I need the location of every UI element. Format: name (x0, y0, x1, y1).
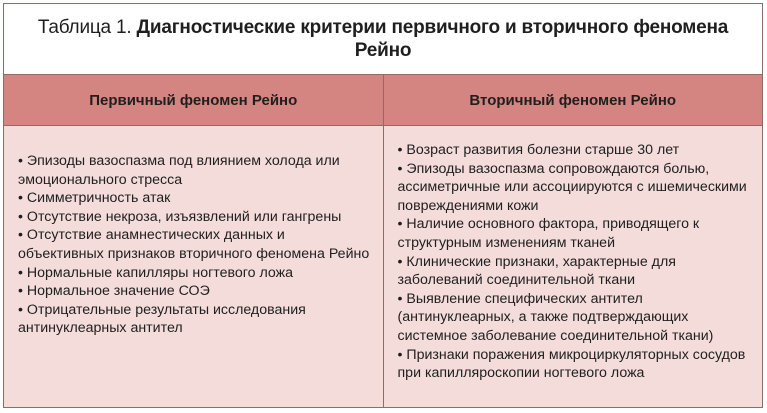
list-item: • Клинические признаки, характерные для заболеваний соединительной ткани (397, 253, 676, 289)
primary-criteria-list (18, 152, 375, 338)
secondary-criteria-list (398, 141, 755, 383)
table-title-prefix: Таблица 1. (37, 17, 132, 38)
list-item: • Эпизоды вазоспазма сопровождаются болью, ассиметричные или ассоциируются с ишемическими повреждениями кожи (397, 160, 747, 214)
list-item: • Наличие основного фактора, приводящего к структурным изменениям тканей (397, 216, 700, 251)
table-header-row (4, 75, 762, 126)
list-item: • Эпизоды вазоспазма под влиянием холода или эмоционального стресса (18, 153, 340, 188)
list-item: • Отрицательные результаты исследования антинуклеарных антител (18, 301, 306, 337)
list-item: • Симметричность атак (18, 190, 171, 207)
column-header-secondary: Вторичный феномен Рейно (469, 91, 677, 109)
secondary-criteria-cell (384, 126, 763, 407)
criteria-table (3, 3, 763, 408)
list-item: • Отсутствие некроза, изъязвлений или гангрены (18, 208, 342, 225)
table-title-bar (4, 4, 762, 75)
primary-criteria-cell (4, 126, 384, 407)
table-title (24, 16, 742, 62)
list-item: • Отсутствие анамнестических данных и объективных признаков вторичного феномена Рейно (18, 227, 370, 262)
list-item: • Нормальное значение СОЭ (18, 283, 210, 300)
list-item: • Нормальные капилляры ногтевого ложа (18, 264, 294, 281)
column-header-primary: Первичный феномен Рейно (4, 75, 384, 125)
table-body-row (4, 126, 762, 407)
list-item: • Признаки поражения микроциркуляторных сосудов при капилляроскопии ногтевого ложа (397, 346, 746, 382)
table-title-main: Диагностические критерии первичного и вторичного феномена Рейно (136, 17, 729, 61)
list-item: • Выявление специфических антител (антинуклеарных, а также подтверждающих системное заболевание соединительной ткани) (397, 290, 714, 344)
list-item: • Возраст развития болезни старше 30 лет (397, 142, 680, 158)
